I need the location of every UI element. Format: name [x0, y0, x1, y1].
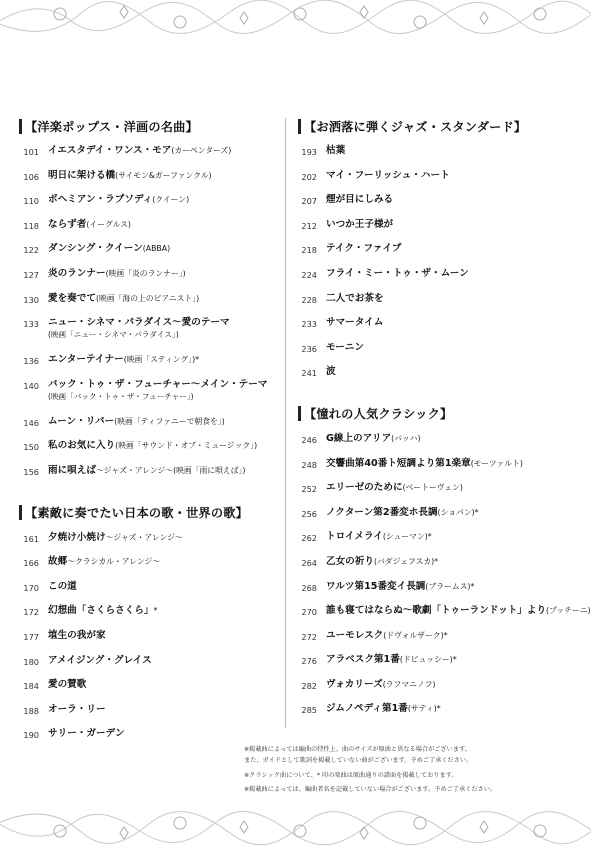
- song-title: 枯葉: [326, 145, 346, 156]
- toc-entry[interactable]: [18, 555, 280, 580]
- toc-entry[interactable]: [18, 531, 280, 556]
- composer: (ドビュッシー)*: [399, 655, 457, 665]
- song-title: 雨に唄えば: [48, 464, 96, 476]
- song-title: アラベスク第1番: [326, 654, 400, 666]
- song-note: 〜クラシカル・アレンジ〜: [67, 557, 161, 567]
- toc-entry[interactable]: [297, 193, 567, 218]
- page-number: 285: [301, 705, 317, 716]
- page-number: 156: [23, 466, 39, 477]
- composer: (ラフマニノフ): [382, 679, 436, 689]
- toc-entry[interactable]: [297, 457, 567, 482]
- page-number: 172: [23, 607, 39, 618]
- page-number: 228: [301, 294, 317, 305]
- toc-entry[interactable]: [18, 144, 280, 169]
- toc-entry[interactable]: [18, 169, 280, 194]
- toc-entry[interactable]: [18, 604, 280, 629]
- song-note: (映画「海の上のピアニスト」): [95, 293, 200, 303]
- page-number: 190: [23, 730, 39, 741]
- section-title: 素敵に奏でたい日本の歌・世界の歌: [37, 506, 236, 521]
- section-classics: [297, 404, 591, 727]
- composer: (ベートーヴェン): [402, 483, 463, 493]
- page-number: 241: [301, 368, 317, 379]
- toc-entry[interactable]: [297, 702, 567, 727]
- song-note: (映画「炎のランナー」): [105, 268, 186, 278]
- toc-entry[interactable]: [18, 353, 280, 378]
- song-note: 〜ジャズ・アレンジ〜: [105, 532, 183, 542]
- song-note: *: [153, 606, 158, 616]
- toc-entry[interactable]: [297, 530, 567, 555]
- song-title: 愛の賛歌: [48, 679, 87, 691]
- page-number: 184: [23, 681, 39, 692]
- song-title: ジムノペディ第1番: [326, 703, 408, 715]
- page-number: 252: [301, 484, 317, 495]
- toc-entry[interactable]: [297, 267, 567, 292]
- song-title: 二人でお茶を: [326, 292, 384, 304]
- section-header: 【洋楽ポップス・洋画の名曲】: [18, 116, 280, 136]
- toc-entry[interactable]: [18, 292, 280, 317]
- toc-entry[interactable]: [18, 415, 280, 440]
- top-ornament: [0, 0, 583, 40]
- toc-entry[interactable]: [18, 439, 280, 464]
- song-title: いつか王子様が: [326, 218, 394, 230]
- page-number: 150: [23, 442, 39, 453]
- page-number: 130: [23, 294, 39, 305]
- page-number: 246: [301, 434, 317, 445]
- song-note: (映画「スティング」)*: [123, 355, 200, 365]
- page-number: 236: [301, 343, 317, 354]
- composer: (バッハ): [391, 433, 421, 443]
- toc-entry[interactable]: [18, 727, 280, 752]
- page-number: 140: [23, 380, 39, 391]
- section-western-pops: [18, 116, 280, 489]
- section-title: 憧れの人気クラシック: [316, 407, 441, 422]
- song-title: トロイメライ: [326, 531, 383, 543]
- toc-entry[interactable]: [18, 703, 280, 728]
- song-title: 乙女の祈り: [326, 555, 374, 567]
- song-title: 煙が目にしみる: [326, 194, 394, 206]
- toc-entry[interactable]: [297, 481, 567, 506]
- footnote: ※クラシック曲について、* 印の楽曲は原曲通りの譜面を掲載しております。: [244, 771, 458, 779]
- toc-entry[interactable]: [297, 678, 567, 703]
- page-number: 224: [301, 269, 317, 280]
- song-title: 埴生の我が家: [48, 629, 106, 641]
- toc-entry[interactable]: [18, 242, 280, 267]
- toc-entry[interactable]: [297, 144, 567, 169]
- toc-entry[interactable]: [18, 316, 280, 353]
- page-number: 127: [23, 269, 39, 280]
- page-number: 106: [23, 171, 39, 182]
- song-note: (映画「ニュー・シネマ・パラダイス」): [48, 330, 179, 340]
- page-number: 262: [301, 533, 317, 544]
- toc-entry[interactable]: [297, 169, 567, 194]
- page-number: 161: [23, 533, 39, 544]
- toc-entry[interactable]: [297, 218, 567, 243]
- song-title: テイク・ファイブ: [326, 243, 402, 255]
- page-number: 177: [23, 631, 39, 642]
- song-title: サリー・ガーデン: [48, 728, 125, 740]
- page-number: 207: [301, 196, 317, 207]
- page-number: 264: [301, 557, 317, 568]
- page-number: 212: [301, 220, 317, 231]
- footnote: ※掲載曲によっては、編曲者名を記載していない場合がございます。予めご了承ください。: [244, 786, 497, 794]
- song-note: (映画「ティファニーで朝食を」): [114, 416, 225, 426]
- composer: (サティ)*: [407, 704, 441, 714]
- song-title: イエスタデイ・ワンス・モア: [48, 145, 172, 156]
- bottom-ornament: [0, 805, 583, 845]
- song-note: (映画「サウンド・オブ・ミュージック」): [115, 441, 258, 451]
- section-bar-icon: [298, 406, 301, 421]
- song-title: 波: [326, 366, 336, 378]
- toc-entry[interactable]: [18, 580, 280, 605]
- page-number: 268: [301, 582, 317, 593]
- song-title: 交響曲第40番ト短調より第1楽章: [326, 457, 471, 469]
- section-header: 【素敵に奏でたい日本の歌・世界の歌】: [18, 503, 280, 523]
- song-title: マイ・フーリッシュ・ハート: [326, 169, 450, 181]
- song-title: 誰も寝てはならぬ〜歌劇「トゥーランドット」より: [326, 605, 547, 617]
- song-note: (ABBA): [142, 244, 171, 254]
- left-column: [18, 116, 280, 752]
- composer: (シューマン)*: [382, 532, 432, 542]
- page-number: 248: [301, 459, 317, 470]
- section-title: 洋楽ポップス・洋画の名曲: [37, 119, 186, 134]
- song-title: ノクターン第2番変ホ長調: [326, 506, 438, 518]
- page-number: 118: [23, 220, 39, 231]
- footnote: ※掲載曲によっては編曲の特性上、曲のサイズが原曲と異なる場合がございます。: [244, 746, 471, 753]
- footnote: また、ガイドとして歌詞を掲載していない曲がございます。予めご了承ください。: [244, 756, 473, 764]
- page-number: 272: [301, 631, 317, 642]
- song-title: ワルツ第15番変イ長調: [326, 580, 426, 592]
- song-title: ダンシング・クイーン: [48, 243, 143, 255]
- page-number: 170: [23, 582, 39, 593]
- page-number: 101: [23, 147, 39, 157]
- song-note: (サイモン&ガーファンクル): [115, 170, 212, 180]
- song-title: バック・トゥ・ザ・フューチャー〜メイン・テーマ: [48, 378, 268, 390]
- song-title: フライ・ミー・トゥ・ザ・ムーン: [326, 267, 469, 279]
- toc-entry[interactable]: [18, 654, 280, 679]
- toc-entry[interactable]: [297, 653, 567, 678]
- page-number: 188: [23, 705, 39, 716]
- toc-entry[interactable]: [297, 629, 567, 654]
- page-number: 122: [23, 245, 39, 256]
- composer: (モーツァルト): [470, 458, 523, 468]
- toc-entry[interactable]: [18, 464, 280, 489]
- song-title: 愛を奏でて: [48, 292, 96, 304]
- page-number: 180: [23, 656, 39, 667]
- toc-entry[interactable]: [297, 580, 567, 605]
- toc-entry[interactable]: [18, 378, 280, 415]
- song-note: (カーペンターズ): [171, 146, 232, 155]
- section-bar-icon: [19, 119, 22, 134]
- section-jazz-standards: [297, 116, 567, 390]
- page-number: 270: [301, 607, 317, 618]
- song-title: 夕焼け小焼け: [48, 531, 106, 543]
- section-japanese-world-songs: [18, 503, 280, 752]
- page-number: 166: [23, 558, 39, 569]
- footnotes: [244, 745, 574, 796]
- song-note: (イーグルス): [86, 219, 131, 229]
- section-bar-icon: [298, 119, 301, 134]
- page-number: 282: [301, 680, 317, 691]
- toc-entry[interactable]: [297, 506, 567, 531]
- song-title: ならず者: [48, 218, 87, 230]
- section-header: 【お洒落に弾くジャズ・スタンダード】: [297, 116, 567, 136]
- toc-entry[interactable]: [18, 267, 280, 292]
- song-title: ヴォカリーズ: [326, 678, 383, 690]
- song-title: エンターテイナー: [48, 354, 124, 366]
- song-title: 幻想曲「さくらさくら」: [48, 605, 154, 617]
- song-note: (クイーン): [152, 195, 190, 205]
- song-title: 私のお気に入り: [48, 440, 116, 452]
- column-divider: [285, 118, 286, 728]
- toc-entry[interactable]: [297, 242, 567, 267]
- page-number: 276: [301, 656, 317, 667]
- song-title: ボヘミアン・ラプソディ: [48, 194, 153, 206]
- song-title: オーラ・リー: [48, 703, 106, 715]
- toc-entry[interactable]: [18, 193, 280, 218]
- page-number: 256: [301, 508, 317, 519]
- toc-entry[interactable]: [18, 218, 280, 243]
- section-title: お洒落に弾くジャズ・スタンダード: [316, 119, 514, 134]
- song-note: (映画「バック・トゥ・ザ・フューチャー」): [48, 391, 194, 401]
- page-number: 110: [23, 196, 39, 207]
- song-title: ムーン・リバー: [48, 415, 115, 427]
- song-title: エリーゼのために: [326, 482, 403, 494]
- toc-entry[interactable]: [18, 678, 280, 703]
- composer: (プッチーニ): [546, 606, 591, 616]
- song-title: サマータイム: [326, 317, 384, 329]
- song-title: ユーモレスク: [326, 629, 384, 641]
- composer: (バダジェフスカ)*: [373, 556, 439, 566]
- toc-entry[interactable]: [297, 365, 567, 390]
- song-title: 故郷: [48, 556, 68, 568]
- song-title: 炎のランナー: [48, 267, 106, 279]
- toc-entry[interactable]: [297, 292, 567, 317]
- page-number: 133: [23, 319, 39, 330]
- section-header: 【憧れの人気クラシック】: [297, 404, 567, 424]
- section-bar-icon: [19, 505, 22, 520]
- song-title: アメイジング・グレイス: [48, 654, 152, 666]
- song-title: G線上のアリア: [326, 432, 392, 444]
- toc-entry[interactable]: [297, 604, 591, 629]
- composer: (ドヴォルザーク)*: [383, 630, 448, 640]
- composer: (ブラームス)*: [425, 581, 475, 591]
- song-title: 明日に架ける橋: [48, 169, 116, 181]
- toc-entry[interactable]: [297, 432, 567, 457]
- toc-entry[interactable]: [297, 555, 567, 580]
- right-column: [297, 116, 591, 727]
- toc-entry[interactable]: [297, 316, 567, 341]
- composer: (ショパン)*: [437, 507, 479, 517]
- page-number: 136: [23, 356, 39, 367]
- page-number: 202: [301, 171, 317, 182]
- page-number: 233: [301, 319, 317, 330]
- song-title: モーニン: [326, 341, 364, 353]
- page-number: 218: [301, 245, 317, 256]
- song-note: 〜ジャズ・アレンジ〜(映画「雨に唄えば」): [95, 465, 246, 475]
- page-number: 193: [301, 147, 317, 157]
- toc-entry[interactable]: [297, 341, 567, 366]
- page-number: 146: [23, 417, 39, 428]
- toc-entry[interactable]: [18, 629, 280, 654]
- song-title: ニュー・シネマ・パラダイス〜愛のテーマ: [48, 317, 230, 329]
- song-title: この道: [48, 580, 77, 592]
